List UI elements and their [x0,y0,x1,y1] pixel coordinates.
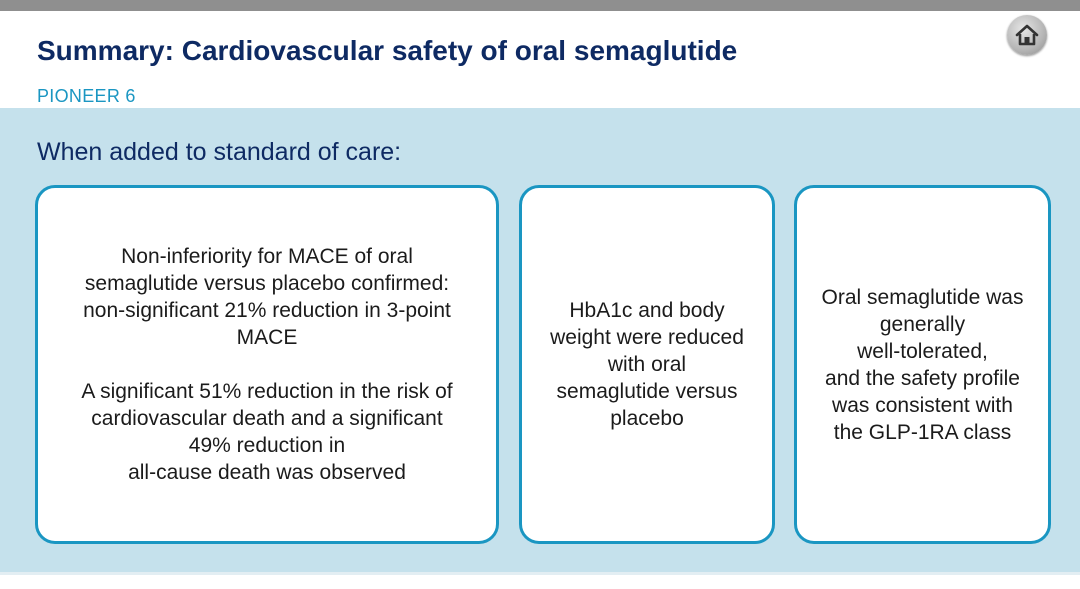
intro-text: When added to standard of care: [37,138,402,166]
card-text: A significant 51% reduction in the risk of cardiovascular death and a significant 49% reduction in all-cause death was observed [81,380,453,484]
bottom-divider [0,572,1080,575]
card-text: Non-inferiority for MACE of oral semaglutide versus placebo confirmed: non-significant 21% reduction in 3-point MACE [83,245,451,349]
top-bar [0,0,1080,11]
page-subtitle: PIONEER 6 [37,86,136,106]
summary-card-hba1c [519,185,775,544]
page-title: Summary: Cardiovascular safety of oral semaglutide [37,35,738,66]
content-panel [0,108,1080,572]
card-text: HbA1c and body weight were reduced with oral semaglutide versus placebo [550,299,744,430]
card-text: Oral semaglutide was generally well-tolerated, and the safety profile was consistent with the GLP-1RA class [821,285,1024,444]
summary-card-mace [35,185,499,544]
home-button[interactable] [1007,15,1047,55]
summary-card-safety [794,185,1051,544]
home-icon [1014,22,1040,48]
